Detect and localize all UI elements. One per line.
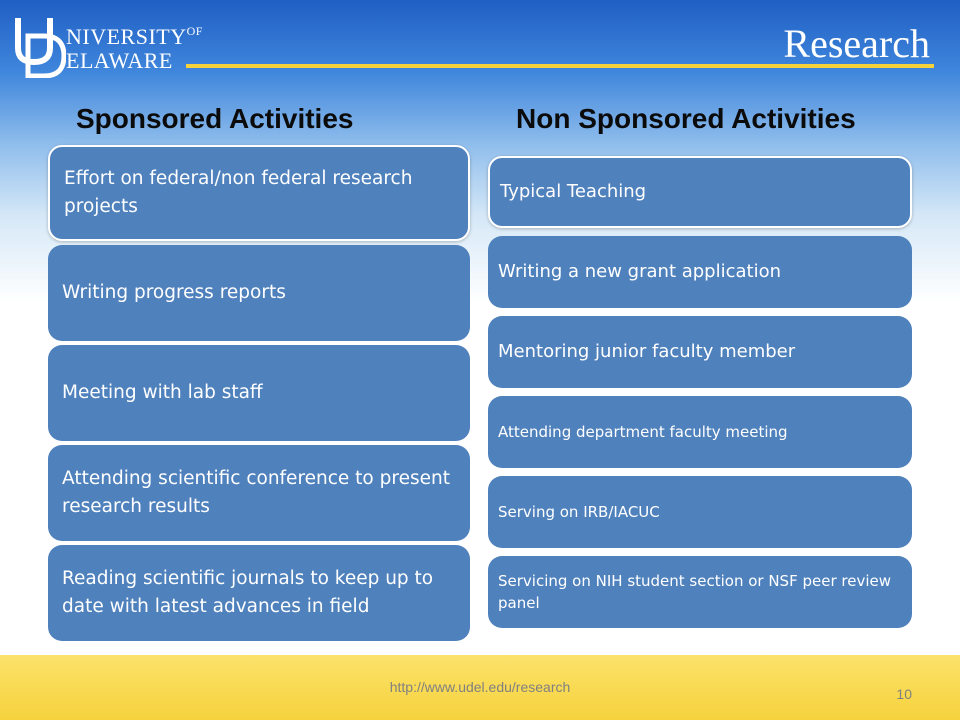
non-sponsored-item: Typical Teaching: [488, 156, 912, 228]
footer-url-link[interactable]: http://www.udel.edu/research: [389, 679, 571, 695]
sponsored-item: Attending scientific conference to present research results: [48, 445, 470, 541]
sponsored-heading: Sponsored Activities: [76, 103, 354, 134]
ud-monogram-icon: [14, 14, 66, 78]
non-sponsored-item: Servicing on NIH student section or NSF peer review panel: [488, 556, 912, 628]
header-title: Research: [783, 21, 930, 66]
page-number: 10: [896, 686, 912, 702]
university-logo: [14, 14, 203, 78]
logo-text-university: $NIVERSITY^{OF}$: [66, 24, 203, 49]
non-sponsored-list: [488, 156, 912, 636]
sponsored-list: [48, 145, 470, 645]
non-sponsored-heading: Non Sponsored Activities: [516, 103, 856, 134]
non-sponsored-item: Mentoring junior faculty member: [488, 316, 912, 388]
sponsored-item: Effort on federal/non federal research projects: [48, 145, 470, 241]
logo-text-delaware: ELAWARE: [66, 48, 173, 73]
non-sponsored-item: Attending department faculty meeting: [488, 396, 912, 468]
non-sponsored-item: Writing a new grant application: [488, 236, 912, 308]
sponsored-item: Meeting with lab staff: [48, 345, 470, 441]
sponsored-item: Writing progress reports: [48, 245, 470, 341]
non-sponsored-item: Serving on IRB/IACUC: [488, 476, 912, 548]
sponsored-item: Reading scientific journals to keep up to date with latest advances in field: [48, 545, 470, 641]
